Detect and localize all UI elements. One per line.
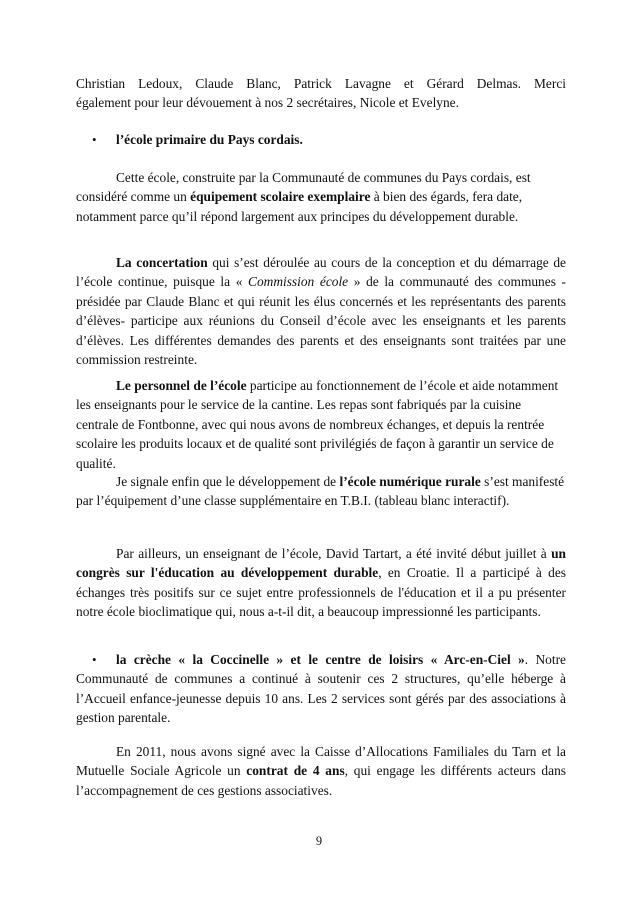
paragraph-concertation xyxy=(76,253,566,369)
thanks-line-2: également pour leur dévouement à nos 2 secrétaires, Nicole et Evelyne. xyxy=(76,95,459,111)
text: » de la communauté des communes -présidée par Claude Blanc et qui réunit les élus concernés et les représentants des parents d’élèves- participe aux réunions du Conseil d’école avec les enseignants et les parents d’élèves. Les différentes demandes des parents et des enseignants sont traitées par une commission restreinte. xyxy=(76,274,566,368)
paragraph-contrat xyxy=(76,742,566,800)
text: à bien des égards, fera date, notamment parce qu’il répond largement aux principes du développement durable. xyxy=(76,189,523,224)
paragraph-ecole-numerique xyxy=(76,472,566,511)
text: , qui engage les différents acteurs dans l’accompagnement de ces gestions associatives. xyxy=(76,763,566,798)
paragraph-congres xyxy=(76,544,566,622)
page-number: 9 xyxy=(315,834,323,848)
bullet-icon: • xyxy=(92,132,97,147)
text: Cette école, construite par la Communauté de communes du Pays cordais, est considéré comme un xyxy=(76,170,531,205)
bullet-icon: • xyxy=(92,652,97,667)
text: participe au fonctionnement de l’école et aide notamment les enseignants pour le service de la cantine. Les repas sont fabriqués par la cuisine centrale de Fontbonne, avec qui nous avons de nombreux échanges, et depuis la rentrée scolaire les produits locaux et de qualité sont privilégiés de façon à garantir un service de qualité. xyxy=(76,378,559,471)
paragraph-personnel xyxy=(76,376,566,473)
text: , en Croatie. Il a participé à des échanges très positifs sur ce sujet entre professionnels de l'éducation et il a pu présenter notre école bioclimatique qui, nous a-t-il dit, a beaucoup impressionné les participants. xyxy=(76,565,566,620)
paragraph-ecole-description xyxy=(76,168,566,226)
heading-ecole-text: l’école primaire du Pays cordais. xyxy=(116,132,303,147)
text: s’est manifesté par l’équipement d’une classe supplémentaire en T.B.I. (tableau blanc interactif). xyxy=(76,474,565,509)
emphasis: un congrès sur l'éducation au développement durable xyxy=(76,546,566,581)
emphasis: l’école numérique rurale xyxy=(339,474,481,489)
heading-ecole-primaire xyxy=(76,130,566,149)
paragraph-creche xyxy=(76,650,566,728)
text: Je signale enfin que le développement de xyxy=(116,474,340,489)
emphasis: Le personnel de l’école xyxy=(116,378,247,393)
emphasis: la crèche « la Coccinelle » et le centre de loisirs « Arc-en-Ciel » xyxy=(116,652,525,667)
paragraph-thanks xyxy=(76,74,566,113)
text: qui s’est déroulée au cours de la conception et du démarrage de l’école continue, puisque la « xyxy=(76,255,566,290)
text: Par ailleurs, un enseignant de l’école, David Tartart, a été invité début juillet à xyxy=(116,546,552,561)
text: En 2011, nous avons signé avec la Caisse d’Allocations Familiales du Tarn et la Mutuelle Sociale Agricole un xyxy=(76,744,566,779)
text: . Notre Communauté de communes a continué à soutenir ces 2 structures, qu’elle héberge à l’Accueil enfance-jeunesse depuis 10 ans. Les 2 services sont gérés par des associations à gestion parentale. xyxy=(76,652,566,726)
emphasis: contrat de 4 ans xyxy=(246,763,345,779)
italic-text: Commission école xyxy=(248,274,349,290)
emphasis: équipement scolaire exemplaire xyxy=(190,189,371,205)
emphasis: La concertation xyxy=(116,255,208,270)
thanks-line-1: Christian Ledoux, Claude Blanc, Patrick Lavagne et Gérard Delmas. Merci xyxy=(76,76,566,91)
